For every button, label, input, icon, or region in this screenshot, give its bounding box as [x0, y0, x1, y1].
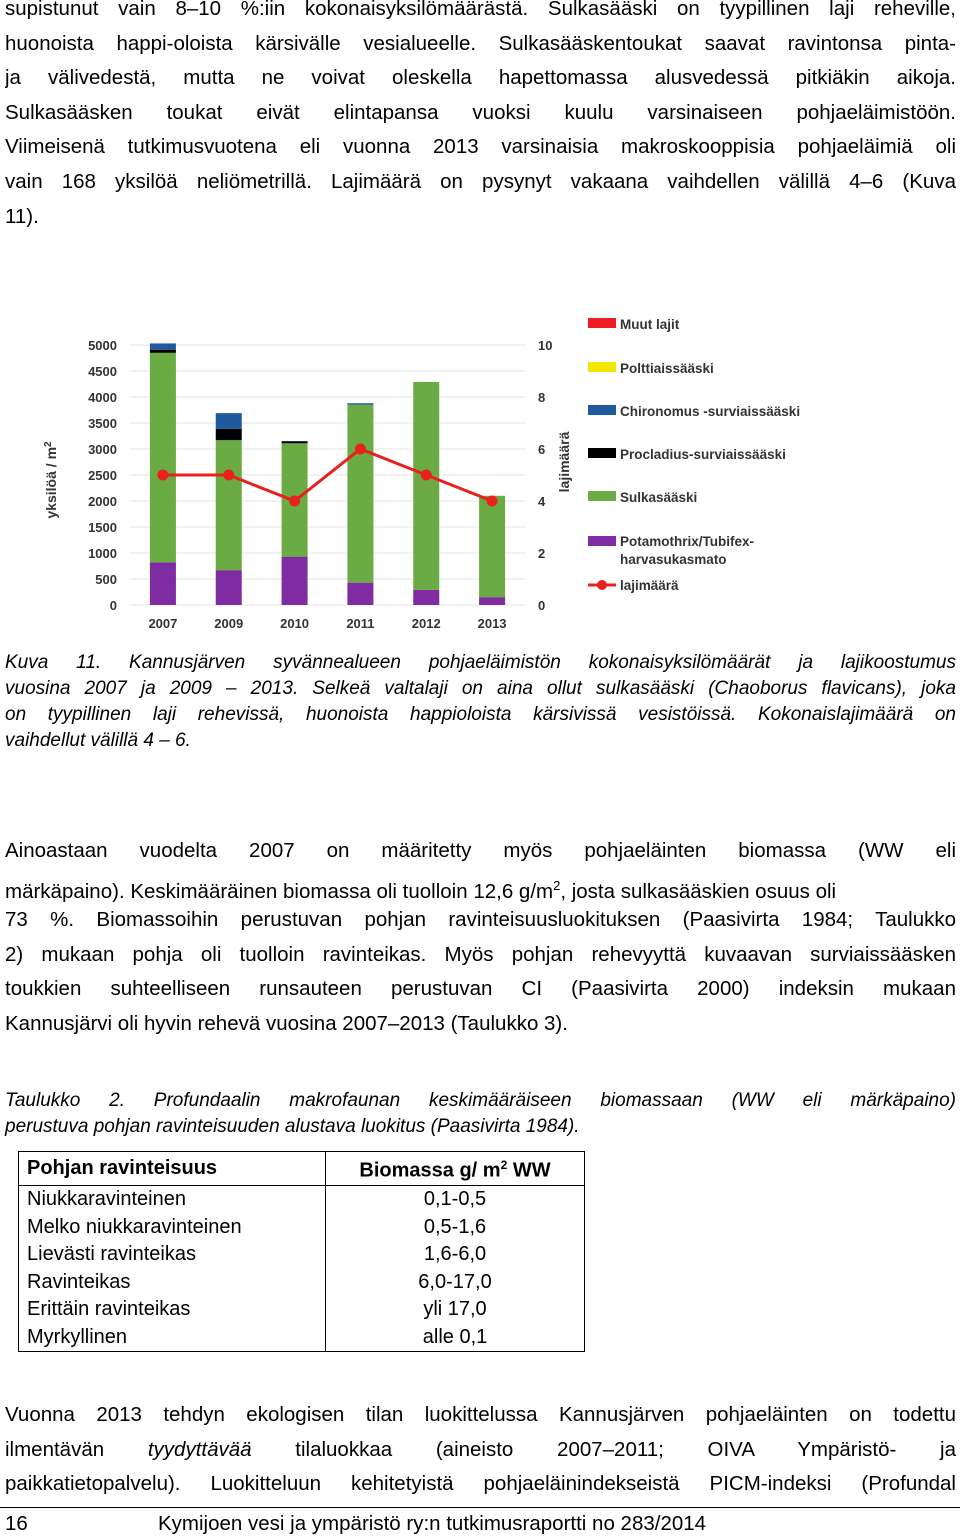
chart-ylabel: yksilöä / $m^2$: [43, 441, 59, 519]
chart-left-tick-label: 2500: [88, 468, 117, 483]
table-cell-class: Lievästi ravinteikas: [19, 1241, 326, 1269]
chart-bar-segment: [150, 343, 176, 349]
chart-left-tick-label: 5000: [88, 338, 117, 353]
chart-bar-segment: [216, 440, 242, 570]
chart-species-point: [487, 496, 498, 507]
biomass-line-1: Ainoastaan vuodelta 2007 on määritetty myös pohjaeläinten biomassa (WW eli: [5, 839, 956, 862]
chart-right-tick-label: 4: [538, 494, 546, 509]
table-cell-class: Ravinteikas: [19, 1269, 326, 1297]
chart-legend-label: Sulkasääski: [620, 490, 698, 505]
table-cell-class: Niukkaravinteinen: [19, 1186, 326, 1214]
chart-bar-segment: [282, 441, 308, 443]
chart-right-tick-label: 2: [538, 546, 546, 561]
chart-y2label: lajimäärä: [556, 431, 572, 493]
table-row: [19, 1269, 585, 1297]
table-cell-biomass: 1,6-6,0: [423, 1243, 487, 1266]
chart-left-tick-label: 4000: [88, 390, 117, 405]
chart-legend-swatch: [588, 362, 616, 372]
chart-bar-segment: [216, 570, 242, 605]
chart-left-axis-ticks: [88, 338, 117, 613]
ecology-line-3: paikkatietopalvelu). Luokitteluun kehitetyistä pohjaeläinindekseistä PICM-indeksi (Profundal: [5, 1472, 956, 1496]
biomass-line-6: Kannusjärvi oli hyvin rehevä vuosina 2007–2013 (Taulukko 3).: [5, 1011, 568, 1035]
chart-left-tick-label: 1000: [88, 546, 117, 561]
chart-legend-swatch: [588, 491, 616, 501]
table-row: [19, 1214, 585, 1242]
table-cell-biomass: 0,5-1,6: [423, 1215, 487, 1238]
table-cell-class: Erittäin ravinteikas: [19, 1296, 326, 1324]
chart-left-tick-label: 3000: [88, 442, 117, 457]
table-header-row: [19, 1152, 585, 1186]
chart-species-point: [223, 470, 234, 481]
footer-title: Kymijoen vesi ja ympäristö ry:n tutkimusraportti no 283/2014: [158, 1512, 707, 1535]
caption11-line-2: vuosina 2007 ja 2009 – 2013. Selkeä valtalaji on aina ollut sulkasääski (Chaoborus flavicans), joka: [5, 678, 956, 699]
chart-legend-label: Potamothrix/Tubifex-: [620, 534, 755, 549]
table-cell-biomass: yli 17,0: [423, 1298, 487, 1321]
table-row: [19, 1186, 585, 1214]
table-2-caption: [5, 1088, 956, 1140]
chart-bar-segment: [150, 350, 176, 353]
chart-bar-segment: [347, 405, 373, 583]
table-row: [19, 1324, 585, 1352]
intro-line-3: ja välivedestä, mutta ne voivat oleskella hapettomassa alusvedessä pitkiäkin aikoja.: [5, 66, 956, 90]
table2-caption-line-2: perustuva pohjan ravinteisuuden alustava luokitus (Paasivirta 1984).: [5, 1116, 580, 1137]
chart-bar-segment: [413, 590, 439, 605]
chart-bar-segment: [150, 562, 176, 605]
chart-bar-segment: [150, 353, 176, 563]
intro-line-1: supistunut vain 8–10 %:iin kokonaisyksilömäärästä. Sulkasääski on tyypillinen laji reheville,: [5, 0, 956, 20]
chart-x-tick-label: 2009: [214, 616, 244, 631]
chart-legend-swatch: [588, 318, 616, 328]
chart-species-point: [421, 470, 432, 481]
table-header-biomass: Biomassa g/ $m^2$ WW: [326, 1152, 585, 1186]
biomass-paragraph: [5, 834, 956, 1042]
table-cell-biomass: 0,1-0,5: [423, 1188, 487, 1211]
chart-legend-swatch: [588, 536, 616, 546]
figure-11-caption: [5, 650, 956, 754]
chart-legend: [588, 317, 800, 593]
chart-bar-segment: [216, 429, 242, 440]
intro-paragraph: [5, 0, 956, 234]
chart-x-axis-ticks: [148, 616, 506, 631]
chart-legend-label: Polttiaissääski: [620, 361, 714, 376]
chart-legend-line-marker: [597, 580, 607, 590]
biomass-line-4: 2) mukaan pohja oli tuolloin ravinteikas. Myös pohjan rehevyyttä kuvaavan surviaissääsken: [5, 942, 956, 966]
chart-right-tick-label: 10: [538, 338, 553, 353]
intro-line-5: Viimeisenä tutkimusvuotena eli vuonna 2013 varsinaisia makroskooppisia pohjaeläimiä oli: [5, 135, 956, 159]
chart-bar-segment: [282, 557, 308, 605]
table-cell-class: Myrkyllinen: [19, 1324, 326, 1352]
chart-bar-segment: [479, 496, 505, 597]
footer-rule: [0, 1507, 960, 1508]
chart-bar-segment: [347, 583, 373, 605]
chart-right-tick-label: 0: [538, 598, 546, 613]
ecology-line-2: ilmentävän tyydyttävää tilaluokkaa (aineisto 2007–2011; OIVA Ympäristö- ja: [5, 1437, 956, 1461]
ecology-paragraph: [5, 1398, 956, 1502]
table-cell-biomass: alle 0,1: [422, 1325, 488, 1348]
table2-caption-line-1: Taulukko 2. Profundaalin makrofaunan keskimääräiseen biomassaan (WW eli märkäpaino): [5, 1090, 956, 1111]
chart-left-tick-label: 2000: [88, 494, 117, 509]
chart-species-point: [157, 470, 168, 481]
caption11-line-1: Kuva 11. Kannusjärven syvännealueen pohjaeläimistön kokonaisyksilömäärät ja lajikoostumus: [5, 652, 956, 673]
chart-legend-label: harvasukasmato: [620, 552, 727, 567]
chart-legend-swatch: [588, 405, 616, 415]
intro-line-7: 11).: [5, 204, 39, 228]
nutrient-classification-table: [18, 1151, 585, 1352]
chart-x-tick-label: 2011: [346, 616, 375, 631]
biomass-line-2: märkäpaino). Keskimääräinen biomassa oli tuolloin 12,6 $g/m^2$, josta sulkasääskien osuus oli: [5, 877, 837, 903]
chart-bar-segment: [479, 597, 505, 605]
chart-right-axis-ticks: [538, 338, 552, 613]
chart-right-tick-label: 8: [538, 390, 546, 405]
caption11-line-4: vaihdellut välillä 4 – 6.: [5, 730, 191, 751]
table-row: [19, 1241, 585, 1269]
chart-left-tick-label: 0: [109, 598, 117, 613]
table-cell-biomass: 6,0-17,0: [418, 1270, 492, 1293]
species-composition-chart: [0, 300, 960, 640]
chart-legend-label: Chironomus -surviaissääski: [620, 404, 801, 419]
table-header-nutrient: Pohjan ravinteisuus: [19, 1152, 326, 1186]
chart-legend-label: Procladius-surviaissääski: [620, 447, 786, 462]
footer-page-number: 16: [5, 1512, 28, 1535]
chart-legend-label: Muut lajit: [620, 317, 680, 332]
chart-left-tick-label: 1500: [88, 520, 117, 535]
intro-line-4: Sulkasääsken toukat eivät elintapansa vuoksi kuulu varsinaiseen pohjaeläimistöön.: [5, 100, 956, 124]
table-row: [19, 1296, 585, 1324]
ecology-emphasis: tyydyttävää: [147, 1437, 252, 1461]
chart-species-point: [355, 444, 366, 455]
chart-x-tick-label: 2013: [477, 616, 507, 631]
chart-bar-segment: [216, 413, 242, 429]
intro-line-2: huonoista happi-oloista kärsivälle vesialueelle. Sulkasääskentoukat saavat ravintonsa pinta-: [5, 31, 956, 55]
chart-bar-segment: [347, 403, 373, 405]
intro-line-6: vain 168 yksilöä neliömetrillä. Lajimäärä on pysynyt vakaana vaihdellen välillä 4–6 (Kuva: [5, 169, 956, 193]
chart-x-tick-label: 2010: [280, 616, 310, 631]
chart-left-tick-label: 3500: [88, 416, 117, 431]
chart-bar-segment: [413, 382, 439, 590]
biomass-superscript: 2: [553, 877, 561, 893]
chart-left-tick-label: 500: [95, 572, 117, 587]
biomass-line-3: 73 %. Biomassoihin perustuvan pohjan ravinteisuusluokituksen (Paasivirta 1984; Taulukko: [5, 908, 956, 932]
table-cell-class: Melko niukkaravinteinen: [19, 1214, 326, 1242]
chart-species-point: [289, 496, 300, 507]
chart-legend-swatch: [588, 448, 616, 458]
chart-left-tick-label: 4500: [88, 364, 117, 379]
ecology-line-1: Vuonna 2013 tehdyn ekologisen tilan luokittelussa Kannusjärven pohjaeläinten on todettu: [5, 1403, 956, 1426]
chart-x-tick-label: 2012: [411, 616, 441, 631]
biomass-line-5: toukkien suhteelliseen runsauteen perustuvan CI (Paasivirta 2000) indeksin mukaan: [5, 977, 956, 1001]
chart-x-tick-label: 2007: [148, 616, 178, 631]
chart-right-tick-label: 6: [538, 442, 546, 457]
caption11-line-3: on tyypillinen laji rehevissä, huonoista happioloista kärsivissä vesistöissä. Kokonaislajimäärä on: [5, 704, 956, 725]
chart-legend-label: lajimäärä: [620, 578, 679, 593]
